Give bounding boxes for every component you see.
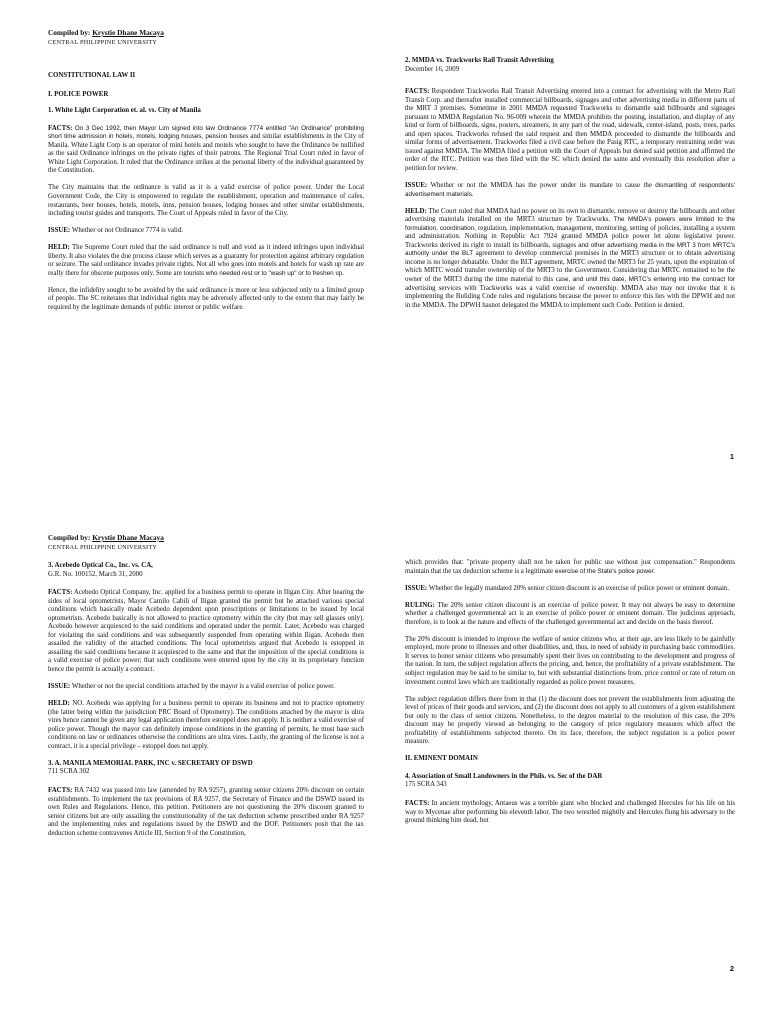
page-number: 2 [729,964,734,973]
regulation-paragraph: The subject regulation differs there from in that (1) the discount does not prevent the establishments from adjusting the level of prices of their goods and services, and (2) the discount does not apply to all customers of a given establishment but only to the class of senior citizens. Nonetheless, to the degree material to the resolution of this case, the 20% discount may be properly viewed as belonging to the category of price regulatory measures which affect the profitability of establishments subjected thereto. On its face, therefore, the subject regulation is a police power measure. [405,695,735,746]
case-citation: 175 SCRA 343 [405,781,447,789]
facts-paragraph: FACTS: On 3 Dec 1992, then Mayor Lim signed into law Ordinance 7774 entitled "An Ordinance" prohibiting short time admission in hotels, motels, lodging houses, pension houses and similar establishments in the City of Manila. White Light Corp is an operator of mini hotels and motels who sought to have the Ordinance be nullified as the said Ordinance infringes on the private rights of their patrons. The Regional Trial Court ruled in favor of White Light Corporation. It ruled that the Ordinance strikes at the personal liberty of the individual guaranteed by the Constitution. [48,124,364,175]
conclusion-paragraph: Hence, the infidelity sought to be avoided by the said ordinance is more or less subjected only to a limited group of people. The SC reiterates that individual rights may be adversely affected only to the extent that may fairly be required by the legitimate demands of public interest or public welfare. [48,286,364,311]
case-date: December 16, 2009 [405,65,460,73]
left-column [48,72,364,321]
held-paragraph: HELD: NO. Acebedo was applying for a business permit to operate its business and not to practice optometry (the latter being within the jurisdiction PRC Board of Optometry). The conditions attached by the mayor is ultra vires hence cannot be given any legal application therefore estoppel does not apply. It is neither a valid exercise of police power. Though the mayor can definitely impose conditions in the granting of permits, he must base such conditions on law or ordinances otherwise the conditions are ultra vires. Lastly, the granting of the license is not a contract, it is a special privilege – estoppel does not apply. [48,700,364,750]
discount-paragraph: The 20% discount is intended to improve the welfare of senior citizens who, at their age, are less likely to be gainfully employed, more prone to illnesses and other disabilities, and, thus, in need of subsidy in purchasing basic commodities. It serves to honor senior citizens who presumably spent their lives on contributing to the development and progress of the nation. In turn, the subject regulation affects the pricing, and, hence, the profitability of a private establishment. The subject regulation may be said to be similar to, but with substantial distinctions from, price control or rate of return on investment control laws which are traditionally regarded as police power measures. [405,635,735,686]
right-column [405,559,735,834]
right-column [405,57,735,319]
section-heading: II. EMINENT DOMAIN [405,755,478,763]
held-paragraph: HELD: The Supreme Court ruled that the said ordinance is null and void as it indeed infringes upon individual liberty. It also violates the due process clause which serves as a guaranty for protection against arbitrary regulation or seizure. The said ordinance invades private rights. Not all who goes into motels and hotels for wash up rate are really there for obscene purposes only. Some are tourists who needed rest or to "wash up" or to freshen up. [48,244,364,277]
page-header [48,28,164,47]
continued-paragraph: which provides that: "private property shall not be taken for public use without just compensation." Respondents maintain that the tax deduction scheme is a legitimate exercise of the State's police power. [405,559,735,575]
left-column [48,562,364,847]
document-page-2 [0,512,768,1024]
compiled-label: Compiled by: [48,533,91,542]
case-title: 3. A. MANILA MEMORIAL PARK, INC v. SECRETARY OF DSWD [48,759,253,767]
ruling-paragraph: RULING: The 20% senior citizen discount is an exercise of police power. It may not always be easy to determine whether a challenged governmental act is an exercise of police power or eminent domain. The judicious approach, therefore, is to look at the nature and effects of the challenged governmental act and decide on the basis thereof. [405,601,735,626]
held-paragraph: HELD: The Court ruled that MMDA had no power on its own to dismantle, remove or destroy the billboards and other advertising materials installed on the MRT3 structure by Trackworks. The MMDA's powers were limited to the formulation, coordination, regulation, implementation, management, monitoring, setting of policies, installing a system and administration. Nothing in Republic Act 7924 granted MMDA police power let alone legislative power. Trackworks derived its right to install its billboards, signages and other advertising media in the MRT 3 from MRTC's authority under the BLT agreement to develop commercial premises in the MRT3 structure or to obtain advertising income is no longer debatable. Under the BLT agreement, MRTC owned the MRT3 for 25 years, upon the expiration of which MRTC would transfer ownership of the MRT3 to the Government. Considering that MRTC remained to be the owner of the MRT3 during the time material to this case, and until this date, MRTC's entering into the contract for advertising services with Trackworks was a valid exercise of ownership. MMDA also may not invoke that it is implementing the Buliding Code rules and regulations because the power to enforce this lies with the DPWH and not in the MMDA. The DPWH hasnot delegated the MMDA to implement such Code. Petition is denied. [405,207,736,309]
issue-paragraph: ISSUE: Whether or not the special conditions attached by the mayor is a valid exercise of police power. [48,683,335,691]
facts-paragraph: FACTS: Acebedo Optical Company, Inc. applied for a business permit to operate in Iligan City. After hearing the sides of local optometrists, Mayor Camilo Cabili of Iligan granted the permit but he attached various special conditions which basically made Acebedo dependent upon prescriptions or limitations to be issued by local optometrists. Acebedo basically is not allowed to practice optometry within the city (but may sell glasses only). Acebedo however acquiesced to the said conditions and operated under the permit. Later, Acebedo was charged for violating the said conditions and was subsequently suspended from operating within Iligan. Acebedo then assailed the validity of the attached conditions. The local optometrists argued that Acebedo is estopped in assailing the said conditions because it acquiesced to the same and that the imposition of the special conditions is a valid exercise of police power; that such conditions were entered upon by the city in its proprietary function hence the permit is actually a contract. [48,589,364,674]
facts-paragraph: FACTS: RA 7432 was passed into law (amended by RA 9257), granting senior citizens 20% discount on certain establishments. To implement the tax provisions of RA 9257, the Secretary of Finance and the DSWD issued its own Rules and Regulations. Hence, this petition. Petitioners are not questioning the 20% discount granted to senior citizens but are only assailing the constitutionality of the tax deduction scheme prescribed under RA 9257 and the implementing rules and regulations issued by the DSWD and the DOF. Petitioners posit that the tax deduction scheme contravenes Article III, Section 9 of the Constitution, [48,786,364,837]
section-heading: I. POLICE POWER [48,90,109,98]
course-title: CONSTITUTIONAL LAW II [48,72,136,79]
issue-paragraph: ISSUE: Whether the legally mandated 20% senior citizen discount is an exercise of police power or eminent domain. [405,584,730,592]
compiler-name: Krystie Dhane Macaya [92,533,164,542]
city-argument-paragraph: The City maintains that the ordinance is valid as it is a valid exercise of police power. Under the Local Government Code, the City is empowered to regulate the establishment, operation and maintenance of cafes, restaurants, beer houses, hotels, motels, inns, pension houses, lodging houses and other similar establishments, including tourist guides and transports. The Court of Appeals ruled in favor of the City. [48,184,364,218]
case-title: 3. Acebedo Optical Co., Inc. vs. CA, [48,562,153,569]
case-title: 1. White Light Corporation et. al. vs. City of Manila [48,107,201,115]
case-title: 4. Association of Small Landowners in the Phils. vs. Sec of the DAR [405,772,603,780]
compiled-label: Compiled by: [48,28,91,37]
issue-paragraph: ISSUE: Whether or not Ordinance 7774 is valid. [48,227,183,235]
page-number: 1 [729,452,734,461]
issue-paragraph: ISSUE: Whether or not the MMDA has the power under its mandate to cause the dismantling of respondents' advertisement materials. [405,182,735,198]
facts-paragraph: FACTS: Respondent Trackworks Rail Transit Advertising entered into a contract for advertising with the Metro Rail Transit Corp. and thereafter installed commercial billboards, signages and other advertising media in different parts of the MRT 3 premises. Sometime in 2001 MMDA requested Trackworks to dismantle said billboards and signages pursuant to MMDA Regulation No. 96-009 wherein the MMDA prohibits the posting, installation, and display of any kind or form of billboards, signs, posters, streamers, in any part of the road, sidewalk, center-island, posts, trees, parks and open spaces. Trackworks refused the said request and then MMDA proceeded to dismantle the billboards and similar forms of advertisement. Trackworks filed a civil case before the Pasig RTC, a temporary restraining order was issued against MMDA. The MMDA filed a petition with the Court of Appeals but denied said petition and affirmed the order of the RTC. Petition was then filed with the SC which denied the same and eventually this resolution after a petition for review. [405,88,735,173]
university-name: CENTRAL PHILIPPINE UNIVERSITY [48,543,158,551]
compiler-name: Krystie Dhane Macaya [92,28,164,37]
university-name: CENTRAL PHILIPPINE UNIVERSITY [48,38,158,46]
case-title: 2. MMDA vs. Trackworks Rail Transit Advertising [405,57,554,64]
case-citation: 711 SCRA 302 [48,768,90,776]
page-header [48,533,164,552]
facts-paragraph: FACTS: In ancient mythology, Antaeus was a terrible giant who blocked and challenged Hercules for his life on his way to Mycenae after performing his eleventh labor. The two wrestled mightily and Hercules flung his adversary to the ground thinking him dead, but [405,799,735,825]
case-citation: G.R. No. 100152, March 31, 2000 [48,570,143,578]
